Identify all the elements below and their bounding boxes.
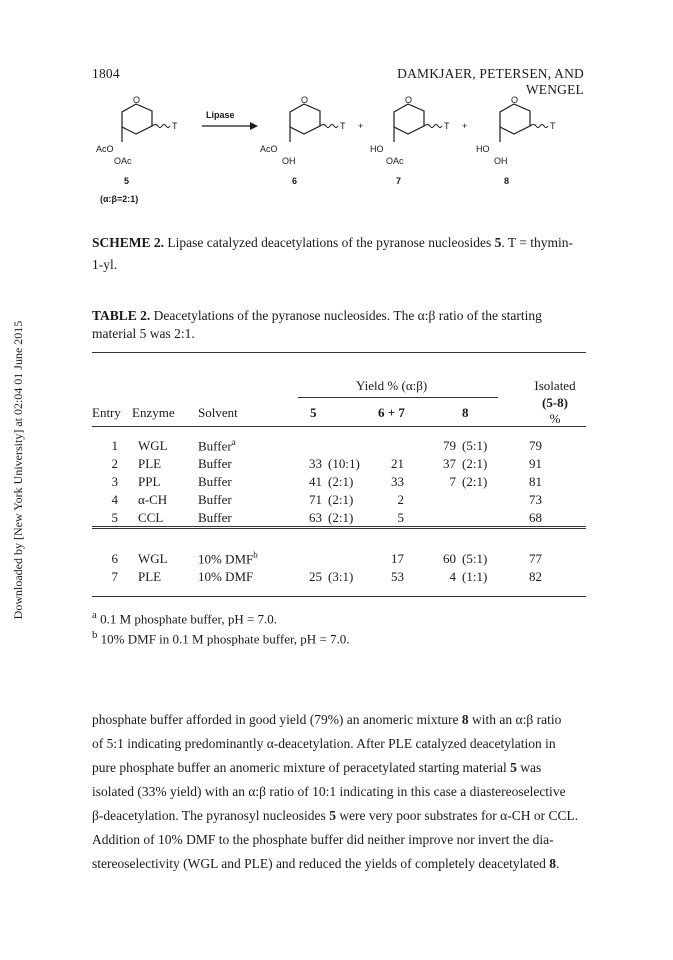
table-row bbox=[92, 455, 556, 473]
cell-ratio-8: (5:1) bbox=[462, 438, 488, 453]
cell-solvent: Buffer bbox=[198, 510, 232, 525]
cell-ratio-5: (2:1) bbox=[328, 492, 354, 507]
cell-yield-8: 7 bbox=[449, 474, 456, 489]
table-body-group-1 bbox=[92, 437, 556, 527]
cell-spacer bbox=[118, 473, 132, 491]
cell-yield-6-7 bbox=[374, 437, 404, 455]
svg-text:OAc: OAc bbox=[386, 156, 404, 166]
body-line: isolated (33% yield) with an α:β ratio of 10:1 indicating in this case a diastereoselective bbox=[92, 784, 566, 799]
svg-text:T: T bbox=[340, 121, 346, 131]
cell-yield-6-7: 2 bbox=[397, 492, 404, 507]
cell-spacer bbox=[118, 568, 132, 586]
cell-yield-8: 37 bbox=[443, 456, 456, 471]
cell-spacer bbox=[118, 509, 132, 527]
svg-text:O: O bbox=[301, 95, 309, 105]
header-rule bbox=[92, 426, 586, 427]
cell-yield-8 bbox=[432, 509, 456, 527]
isolated-header: Isolated bbox=[534, 378, 576, 393]
plus-sign: + bbox=[358, 121, 364, 131]
cell-entry: 4 bbox=[111, 492, 118, 507]
plus-sign: + bbox=[462, 121, 468, 131]
cell-spacer bbox=[118, 491, 132, 509]
compound-number-7: 7 bbox=[396, 176, 402, 186]
cell-spacer bbox=[118, 455, 132, 473]
cell-yield-8: 4 bbox=[449, 569, 456, 584]
table-row bbox=[92, 550, 556, 568]
cell-yield-5: 33 bbox=[309, 456, 322, 471]
cell-isolated: 79 bbox=[529, 438, 542, 453]
body-line: phosphate buffer afforded in good yield (79%) an anomeric mixture 8 with an α:β ratio bbox=[92, 712, 562, 727]
cell-spacer bbox=[118, 437, 132, 455]
cell-yield-6-7: 5 bbox=[397, 510, 404, 525]
cell-solvent: Buffer bbox=[198, 492, 232, 507]
cell-yield-5 bbox=[290, 550, 322, 568]
cell-isolated: 82 bbox=[529, 569, 542, 584]
cell-yield-5: 71 bbox=[309, 492, 322, 507]
cell-yield-6-7: 53 bbox=[391, 569, 404, 584]
cell-ratio-8: (2:1) bbox=[462, 474, 488, 489]
ring-oxygen: O bbox=[133, 95, 141, 105]
cell-yield-8: 79 bbox=[443, 438, 456, 453]
cell-enzyme: PPL bbox=[138, 474, 161, 489]
reaction-scheme bbox=[92, 94, 592, 222]
col-6-7-header: 6 + 7 bbox=[378, 405, 405, 420]
cell-spacer bbox=[404, 437, 432, 455]
page-number: 1804 bbox=[92, 66, 120, 81]
body-line: β-deacetylation. The pyranosyl nucleosides 5 were very poor substrates for α-CH or CCL. bbox=[92, 808, 579, 823]
cell-yield-6-7: 21 bbox=[391, 456, 404, 471]
cell-ratio-5: (10:1) bbox=[328, 456, 360, 471]
cell-solvent: Buffer$^a$ bbox=[198, 437, 236, 454]
body-line: pure phosphate buffer an anomeric mixture of peracetylated starting material 5 was bbox=[92, 760, 542, 775]
table-row bbox=[92, 437, 556, 455]
svg-text:AcO: AcO bbox=[260, 144, 278, 154]
structure-compound-6 bbox=[260, 95, 346, 186]
download-watermark: Downloaded by [New York University] at 02:04 01 June 2015 bbox=[11, 320, 25, 620]
cell-spacer bbox=[118, 550, 132, 568]
svg-text:HO: HO bbox=[476, 144, 490, 154]
yield-group-header: Yield % (α:β) bbox=[356, 378, 428, 393]
cell-ratio-5 bbox=[322, 550, 374, 568]
body-paragraph bbox=[92, 708, 586, 876]
svg-text:O: O bbox=[405, 95, 413, 105]
svg-text:O: O bbox=[511, 95, 519, 105]
cell-yield-6-7: 17 bbox=[391, 551, 404, 566]
svg-text:OH: OH bbox=[282, 156, 296, 166]
cell-yield-5: 63 bbox=[309, 510, 322, 525]
cell-yield-8 bbox=[432, 491, 456, 509]
cell-ratio-8: (5:1) bbox=[462, 551, 488, 566]
cell-enzyme: WGL bbox=[138, 438, 168, 453]
cell-spacer bbox=[404, 509, 432, 527]
cell-enzyme: α-CH bbox=[138, 492, 168, 507]
svg-text:OAc: OAc bbox=[114, 156, 132, 166]
cell-yield-5 bbox=[290, 437, 322, 455]
svg-text:T: T bbox=[172, 121, 178, 131]
cell-isolated: 73 bbox=[529, 492, 542, 507]
compound-number-5: 5 bbox=[124, 176, 130, 186]
body-line: stereoselectivity (WGL and PLE) and reduced the yields of completely deacetylated 8. bbox=[92, 856, 560, 871]
col-5-header: 5 bbox=[310, 405, 317, 420]
table-caption: TABLE 2. Deacetylations of the pyranose nucleosides. The α:β ratio of the starting material 5 was 2:1. bbox=[92, 308, 542, 341]
yield-group-rule bbox=[298, 397, 498, 398]
cell-enzyme: CCL bbox=[138, 510, 164, 525]
cell-yield-8: 60 bbox=[443, 551, 456, 566]
cell-spacer bbox=[404, 473, 432, 491]
cell-ratio-5: (2:1) bbox=[328, 474, 354, 489]
cell-enzyme: PLE bbox=[138, 456, 162, 471]
cell-spacer bbox=[404, 550, 432, 568]
cell-entry: 5 bbox=[111, 510, 118, 525]
enzyme-header: Enzyme bbox=[132, 405, 175, 420]
svg-text:T: T bbox=[550, 121, 556, 131]
cell-solvent: 10% DMF$^b$ bbox=[198, 550, 258, 567]
cell-ratio-5 bbox=[322, 437, 374, 455]
structure-compound-7 bbox=[370, 95, 450, 186]
cell-solvent: Buffer bbox=[198, 474, 232, 489]
table-row bbox=[92, 473, 556, 491]
table-body-group-2 bbox=[92, 550, 556, 586]
cell-ratio-8 bbox=[456, 509, 494, 527]
table-bottom-rule bbox=[92, 596, 586, 597]
isolated-percent-header: % bbox=[549, 411, 561, 426]
entry-header: Entry bbox=[92, 405, 121, 420]
cell-entry: 1 bbox=[111, 438, 118, 453]
compound-number-8: 8 bbox=[504, 176, 510, 186]
cell-ratio-8: (2:1) bbox=[462, 456, 488, 471]
cell-ratio-8: (1:1) bbox=[462, 569, 488, 584]
anomer-ratio-note: (α:β=2:1) bbox=[100, 194, 139, 204]
cell-entry: 3 bbox=[111, 474, 118, 489]
cell-ratio-8 bbox=[456, 491, 494, 509]
cell-isolated: 81 bbox=[529, 474, 542, 489]
cell-solvent: Buffer bbox=[198, 456, 232, 471]
cell-isolated: 77 bbox=[529, 551, 542, 566]
cell-entry: 2 bbox=[111, 456, 118, 471]
table-row bbox=[92, 509, 556, 527]
compound-number-6: 6 bbox=[292, 176, 298, 186]
reagent-label: Lipase bbox=[206, 110, 235, 120]
body-line: of 5:1 indicating predominantly α-deacetylation. After PLE catalyzed deacetylation in bbox=[92, 736, 556, 751]
table-footnotes bbox=[92, 607, 586, 648]
cell-spacer bbox=[404, 491, 432, 509]
running-title: DAMKJAER, PETERSEN, AND WENGEL bbox=[397, 66, 584, 97]
cell-spacer bbox=[404, 568, 432, 586]
cell-entry: 7 bbox=[111, 569, 118, 584]
structure-compound-5 bbox=[96, 95, 178, 204]
svg-text:OH: OH bbox=[494, 156, 508, 166]
col-8-header: 8 bbox=[462, 405, 469, 420]
isolated-range-header: (5-8) bbox=[542, 395, 568, 410]
svg-text:AcO: AcO bbox=[96, 144, 114, 154]
svg-text:HO: HO bbox=[370, 144, 384, 154]
cell-ratio-5: (2:1) bbox=[328, 510, 354, 525]
cell-spacer bbox=[404, 455, 432, 473]
solvent-header: Solvent bbox=[198, 405, 238, 420]
cell-enzyme: PLE bbox=[138, 569, 162, 584]
cell-yield-6-7: 33 bbox=[391, 474, 404, 489]
table-row bbox=[92, 491, 556, 509]
scheme-caption: SCHEME 2. Lipase catalyzed deacetylations of the pyranose nucleosides 5. T = thymin- 1-yl. bbox=[92, 235, 574, 272]
cell-solvent: 10% DMF bbox=[198, 569, 254, 584]
svg-text:T: T bbox=[444, 121, 450, 131]
body-line: Addition of 10% DMF to the phosphate buffer did neither improve nor invert the dia- bbox=[92, 832, 554, 847]
structure-compound-8 bbox=[476, 95, 556, 186]
cell-ratio-5: (3:1) bbox=[328, 569, 354, 584]
table-row bbox=[92, 568, 556, 586]
footnote-a: $^a$ 0.1 M phosphate buffer, pH = 7.0. bbox=[92, 609, 278, 627]
table-top-rule bbox=[92, 352, 586, 353]
cell-yield-5: 41 bbox=[309, 474, 322, 489]
footnote-b: $^b$ 10% DMF in 0.1 M phosphate buffer, pH = 7.0. bbox=[92, 629, 350, 647]
cell-entry: 6 bbox=[111, 551, 118, 566]
cell-isolated: 91 bbox=[529, 456, 542, 471]
cell-isolated: 68 bbox=[529, 510, 542, 525]
cell-yield-5: 25 bbox=[309, 569, 322, 584]
cell-enzyme: WGL bbox=[138, 551, 168, 566]
